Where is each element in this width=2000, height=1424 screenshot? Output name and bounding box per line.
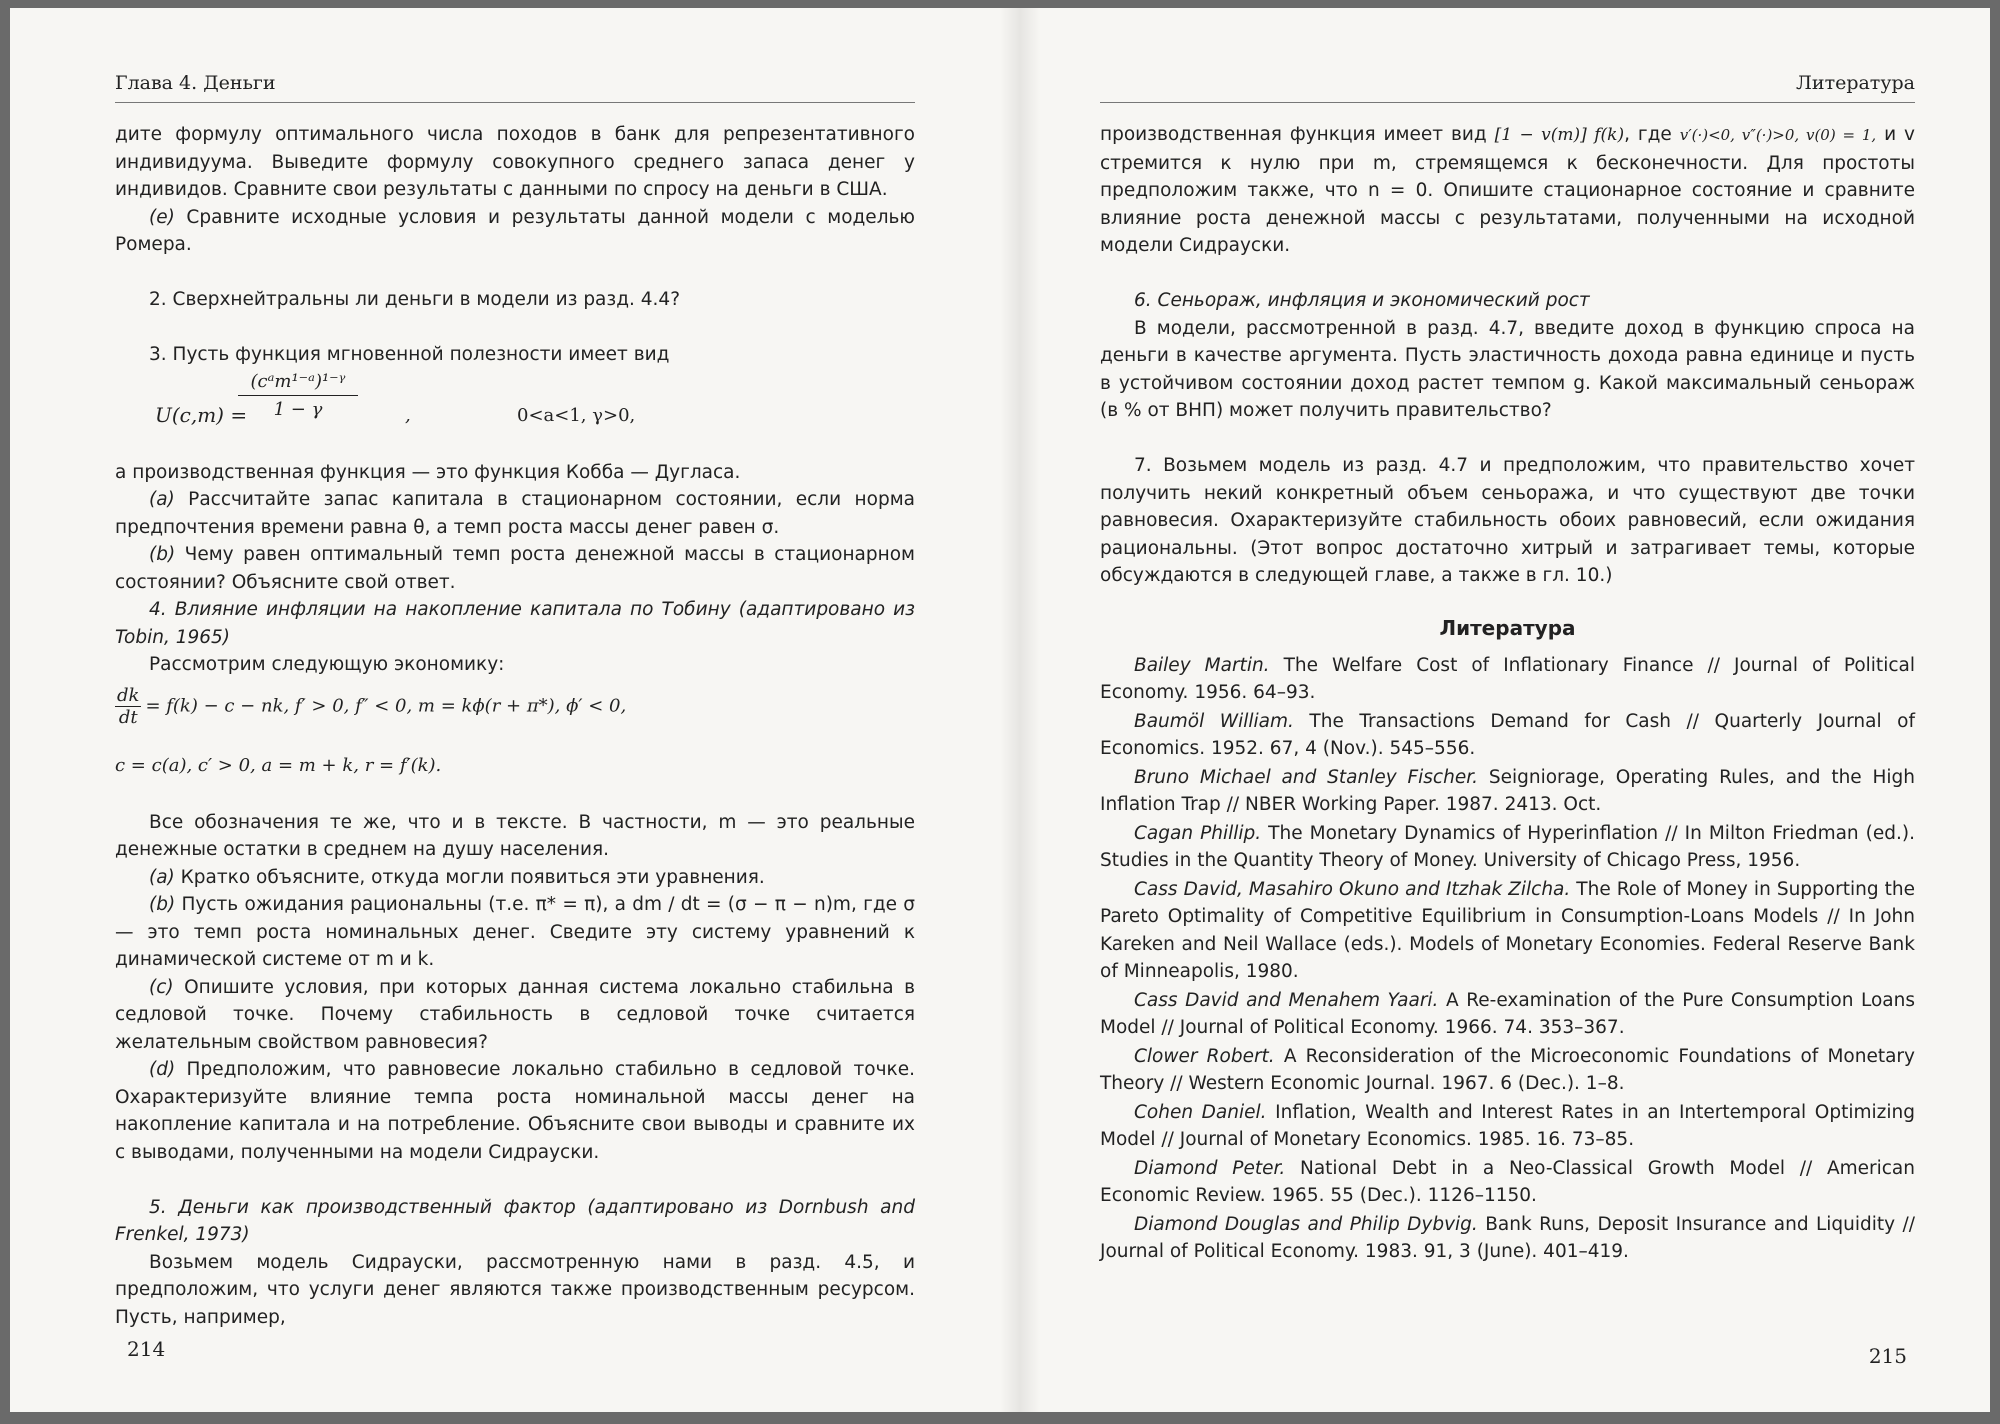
reference-item <box>1100 708 1915 763</box>
production-formula: [1 − v(m)] f(k) <box>1494 125 1625 145</box>
item-text: Чему равен оптимальный темп роста денежной массы в стационарном состоянии? Объясните свой ответ. <box>115 544 915 593</box>
item-text: Рассчитайте запас капитала в стационарном состоянии, если норма предпочтения времени равна θ, а темп роста массы денег равен σ. <box>115 489 915 538</box>
paragraph <box>115 864 915 892</box>
formula-conditions: 0<a<1, γ>0, <box>517 404 636 426</box>
page-number-left: 214 <box>127 1337 166 1361</box>
exercise-title: 6. Сеньораж, инфляция и экономический рост <box>1134 290 1590 311</box>
reference-author: Cass David and Menahem Yaari. <box>1134 989 1439 1011</box>
paragraph: дите формулу оптимального числа походов в банк для репрезентативного индивидуума. Выведите формулу совокупного среднего запаса денег у индивидов. Сравните свои результаты с данными по спросу на деньги в США. <box>115 124 915 200</box>
item-label: (b) <box>149 544 176 565</box>
fraction-numerator: (cᵃm¹⁻ᵃ)¹⁻ᵞ <box>238 371 358 396</box>
item-text: Опишите условия, при которых данная система локально стабильна в седловой точке. Почему стабильность в седловой точке считается желательным свойством равновесия? <box>115 976 915 1053</box>
paragraph <box>1100 121 1915 260</box>
reference-text: Bank Runs, Deposit Insurance and Liquidity // Journal of Political Economy. 1983. 91, 3 (June). 401–419. <box>1100 1213 1915 1262</box>
item-label: (a) <box>149 866 175 888</box>
paragraph <box>115 486 915 541</box>
reference-author: Baumöl William. <box>1134 710 1294 732</box>
reference-text: A Reconsideration of the Microeconomic Foundations of Monetary Theory // Western Economic Journal. 1967. 6 (Dec.). 1–8. <box>1100 1045 1915 1094</box>
item-label: (e) <box>149 206 175 228</box>
reference-text: A Re-examination of the Pure Consumption Loans Model // Journal of Political Economy. 1966. 74. 353–367. <box>1100 989 1915 1038</box>
references-heading: Литература <box>1439 615 1576 640</box>
exercise-2: 2. Сверхнейтральны ли деньги в модели из разд. 4.4? <box>149 289 681 310</box>
item-text: Сравните исходные условия и результаты данной модели с моделью Ромера. <box>115 206 915 255</box>
derivative-numerator: dk <box>117 684 140 706</box>
reference-item <box>1100 652 1915 707</box>
formula-fraction <box>238 371 358 420</box>
item-label: (d) <box>149 1059 176 1080</box>
exercise-4-title <box>115 596 915 651</box>
book-gutter <box>1000 8 1040 1412</box>
equation-system-line-1 <box>115 679 915 747</box>
paragraph: Возьмем модель Сидрауски, рассмотренную нами в разд. 4.5, и предположим, что услуги денег являются также производственным ресурсом. Пусть, например, <box>115 1251 915 1328</box>
equation-rest: = f(k) − c − nk, f′ > 0, f″ < 0, m = kϕ(r + π*), ϕ′ < 0, <box>145 695 627 716</box>
reference-text: National Debt in a Neo-Classical Growth Model // American Economic Review. 1965. 55 (Dec.). 1126–1150. <box>1100 1157 1915 1206</box>
reference-item <box>1100 987 1915 1042</box>
exercise-6-title <box>1100 287 1915 315</box>
item-label: (b) <box>149 894 176 915</box>
text-run: , где <box>1624 124 1680 145</box>
exercise-title: 5. Деньги как производственный фактор (адаптировано из Dornbush and Frenkel, 1973) <box>115 1196 915 1245</box>
reference-author: Cass David, Masahiro Okuno and Itzhak Zilcha. <box>1134 878 1571 900</box>
reference-text: Seigniorage, Operating Rules, and the High Inflation Trap // NBER Working Paper. 1987. 2413. Oct. <box>1100 766 1916 815</box>
formula-separator: , <box>405 404 411 426</box>
reference-item <box>1100 764 1915 819</box>
reference-text: The Monetary Dynamics of Hyperinflation // In Milton Friedman (ed.). Studies in the Quantity Theory of Money. University of Chicago Press, 1956. <box>1100 822 1915 871</box>
text-run: и v стремится к нулю при m, стремящемся к бесконечности. Для простоты предположим также, что n = 0. Опишите стационарное состояние и сравните влияние роста денежной массы с результатами, полученными на исходной модели Сидрауски. <box>1100 124 1916 256</box>
item-text: Предположим, что равновесие локально стабильно в седловой точке. Охарактеризуйте влияние темпа роста номинальной массы денег на накопление капитала и на потребление. Объясните свои выводы и сравните их с выводами, полученными на модели Сидрауски. <box>115 1059 915 1163</box>
exercise-5-title <box>115 1194 915 1249</box>
item-label: (a) <box>149 489 175 510</box>
item-text: Кратко объясните, откуда могли появиться эти уравнения. <box>174 866 765 888</box>
formula-conditions: v′(·)<0, v″(·)>0, v(0) = 1, <box>1679 126 1877 144</box>
utility-formula <box>115 371 915 453</box>
exercise-title: 4. Влияние инфляции на накопление капитала по Тобину (адаптировано из Tobin, 1965) <box>115 599 915 648</box>
reference-text: Inflation, Wealth and Interest Rates in an Intertemporal Optimizing Model // Journal of Monetary Economics. 1985. 16. 73–85. <box>1100 1101 1915 1150</box>
reference-author: Cohen Daniel. <box>1134 1101 1267 1123</box>
left-content <box>115 121 915 1331</box>
right-content <box>1100 121 1915 1267</box>
running-head-left: Глава 4. Деньги <box>115 72 276 94</box>
paragraph: а производственная функция — это функция Кобба — Дугласа. <box>115 461 741 483</box>
reference-text: The Transactions Demand for Cash // Quarterly Journal of Economics. 1952. 67, 4 (Nov.). 545–556. <box>1100 710 1915 759</box>
item-label: (c) <box>149 976 174 998</box>
reference-item <box>1100 1211 1915 1266</box>
paragraph <box>115 974 915 1057</box>
paragraph <box>115 204 915 259</box>
reference-author: Clower Robert. <box>1134 1045 1275 1067</box>
paragraph: Рассмотрим следующую экономику: <box>149 654 505 675</box>
reference-item <box>1100 1043 1915 1098</box>
header-rule <box>1100 102 1915 103</box>
reference-author: Diamond Douglas and Philip Dybvig. <box>1134 1213 1478 1235</box>
paragraph <box>115 1056 915 1166</box>
left-page <box>115 0 915 1424</box>
reference-text: The Welfare Cost of Inflationary Finance // Journal of Political Economy. 1956. 64–93. <box>1100 654 1915 703</box>
reference-author: Cagan Phillip. <box>1134 822 1262 844</box>
reference-item <box>1100 1099 1915 1154</box>
reference-item <box>1100 1155 1915 1210</box>
page-number-right: 215 <box>1868 1344 1907 1368</box>
derivative-fraction <box>115 685 141 728</box>
paragraph: Все обозначения те же, что и в тексте. В частности, m — это реальные денежные остатки в среднем на душу населения. <box>115 811 915 860</box>
right-page <box>1100 0 1915 1424</box>
reference-author: Diamond Peter. <box>1134 1157 1286 1179</box>
running-head-right: Литература <box>1796 72 1915 94</box>
header-rule <box>115 102 915 103</box>
reference-item <box>1100 820 1915 875</box>
paragraph <box>115 541 915 596</box>
text-run: производственная функция имеет вид <box>1100 124 1495 145</box>
paragraph: В модели, рассмотренной в разд. 4.7, введите доход в функцию спроса на деньги в качестве аргумента. Пусть эластичность дохода равна единице и пусть в устойчивом состоянии доход растет темпом g. Какой максимальный сеньораж (в % от ВНП) может получить правительство? <box>1100 317 1915 421</box>
reference-author: Bruno Michael and Stanley Fischer. <box>1134 766 1479 788</box>
references-list <box>1100 652 1915 1266</box>
paragraph <box>115 891 915 974</box>
reference-text: The Role of Money in Supporting the Pareto Optimality of Competitive Equilibrium in Consumption-Loans Models // In John Kareken and Neil Wallace (eds.). Models of Monetary Economies. Federal Reserve Bank of Minneapolis, 1980. <box>1100 878 1915 982</box>
fraction-denominator: 1 − γ <box>273 398 323 420</box>
formula-lhs: U(c,m) = <box>155 402 248 427</box>
reference-item <box>1100 876 1915 986</box>
item-text: Пусть ожидания рациональны (т.е. π* = π), а dm / dt = (σ − π − n)m, где σ — это темп роста номинальных денег. Сведите эту систему уравнений к динамической системе от m и k. <box>115 894 915 970</box>
exercise-7: 7. Возьмем модель из разд. 4.7 и предположим, что правительство хочет получить некий конкретный объем сеньоража, и что существуют две точки равновесия. Охарактеризуйте стабильность обоих равновесий, если ожидания рациональны. (Этот вопрос достаточно хитрый и затрагивает темы, которые обсуждаются в следующей главе, а также в гл. 10.) <box>1100 455 1915 586</box>
derivative-denominator: dt <box>118 706 138 728</box>
reference-author: Bailey Martin. <box>1134 654 1270 676</box>
equation-system-line-2: c = c(a), c′ > 0, a = m + k, r = f′(k). <box>115 754 442 776</box>
exercise-3: 3. Пусть функция мгновенной полезности имеет вид <box>149 344 670 365</box>
